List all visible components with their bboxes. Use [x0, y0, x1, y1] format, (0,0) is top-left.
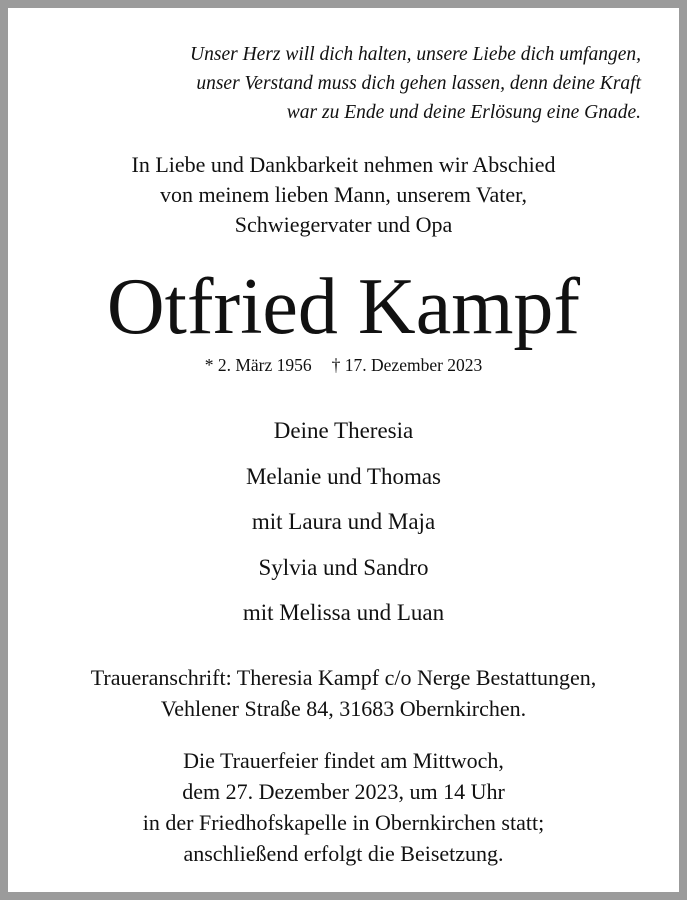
verse-line: war zu Ende und deine Erlösung eine Gnade. [286, 102, 641, 123]
verse-line: Unser Herz will dich halten, unsere Liebe dich umfangen, [190, 44, 641, 65]
service-line: in der Friedhofskapelle in Obernkirchen statt; [142, 810, 545, 835]
deceased-name: Otfried Kampf [106, 263, 581, 351]
service-line: Die Trauerfeier findet am Mittwoch, [183, 748, 504, 773]
service-line: anschließend erfolgt die Beisetzung. [183, 841, 504, 866]
address-line: Vehlener Straße 84, 31683 Obernkirchen. [160, 696, 527, 721]
mourners-list [8, 408, 679, 636]
address-line: Traueranschrift: Theresia Kampf c/o Nerge Bestattungen, [90, 665, 597, 690]
life-dates [8, 353, 679, 377]
mourner-line: Deine Theresia [273, 418, 414, 443]
mourner-line: Melanie und Thomas [245, 463, 442, 489]
mourner-line: mit Laura und Maja [251, 509, 436, 534]
intro-line: von meinem lieben Mann, unserem Vater, [159, 182, 528, 207]
verse-line: unser Verstand muss dich gehen lassen, denn deine Kraft [196, 73, 641, 94]
funeral-service-info [8, 745, 679, 869]
intro-line: Schwiegervater und Opa [234, 212, 453, 237]
mourner-line: mit Melissa und Luan [242, 600, 445, 625]
mourner-line: Sylvia und Sandro [258, 554, 429, 580]
intro-line: In Liebe und Dankbarkeit nehmen wir Abschied [131, 152, 556, 177]
memorial-verse [190, 40, 641, 127]
mourning-address [8, 662, 679, 724]
service-line: dem 27. Dezember 2023, um 14 Uhr [182, 779, 505, 804]
birth-date: * 2. März 1956 [204, 355, 312, 375]
death-date: † 17. Dezember 2023 [331, 355, 483, 375]
farewell-intro [8, 150, 679, 240]
